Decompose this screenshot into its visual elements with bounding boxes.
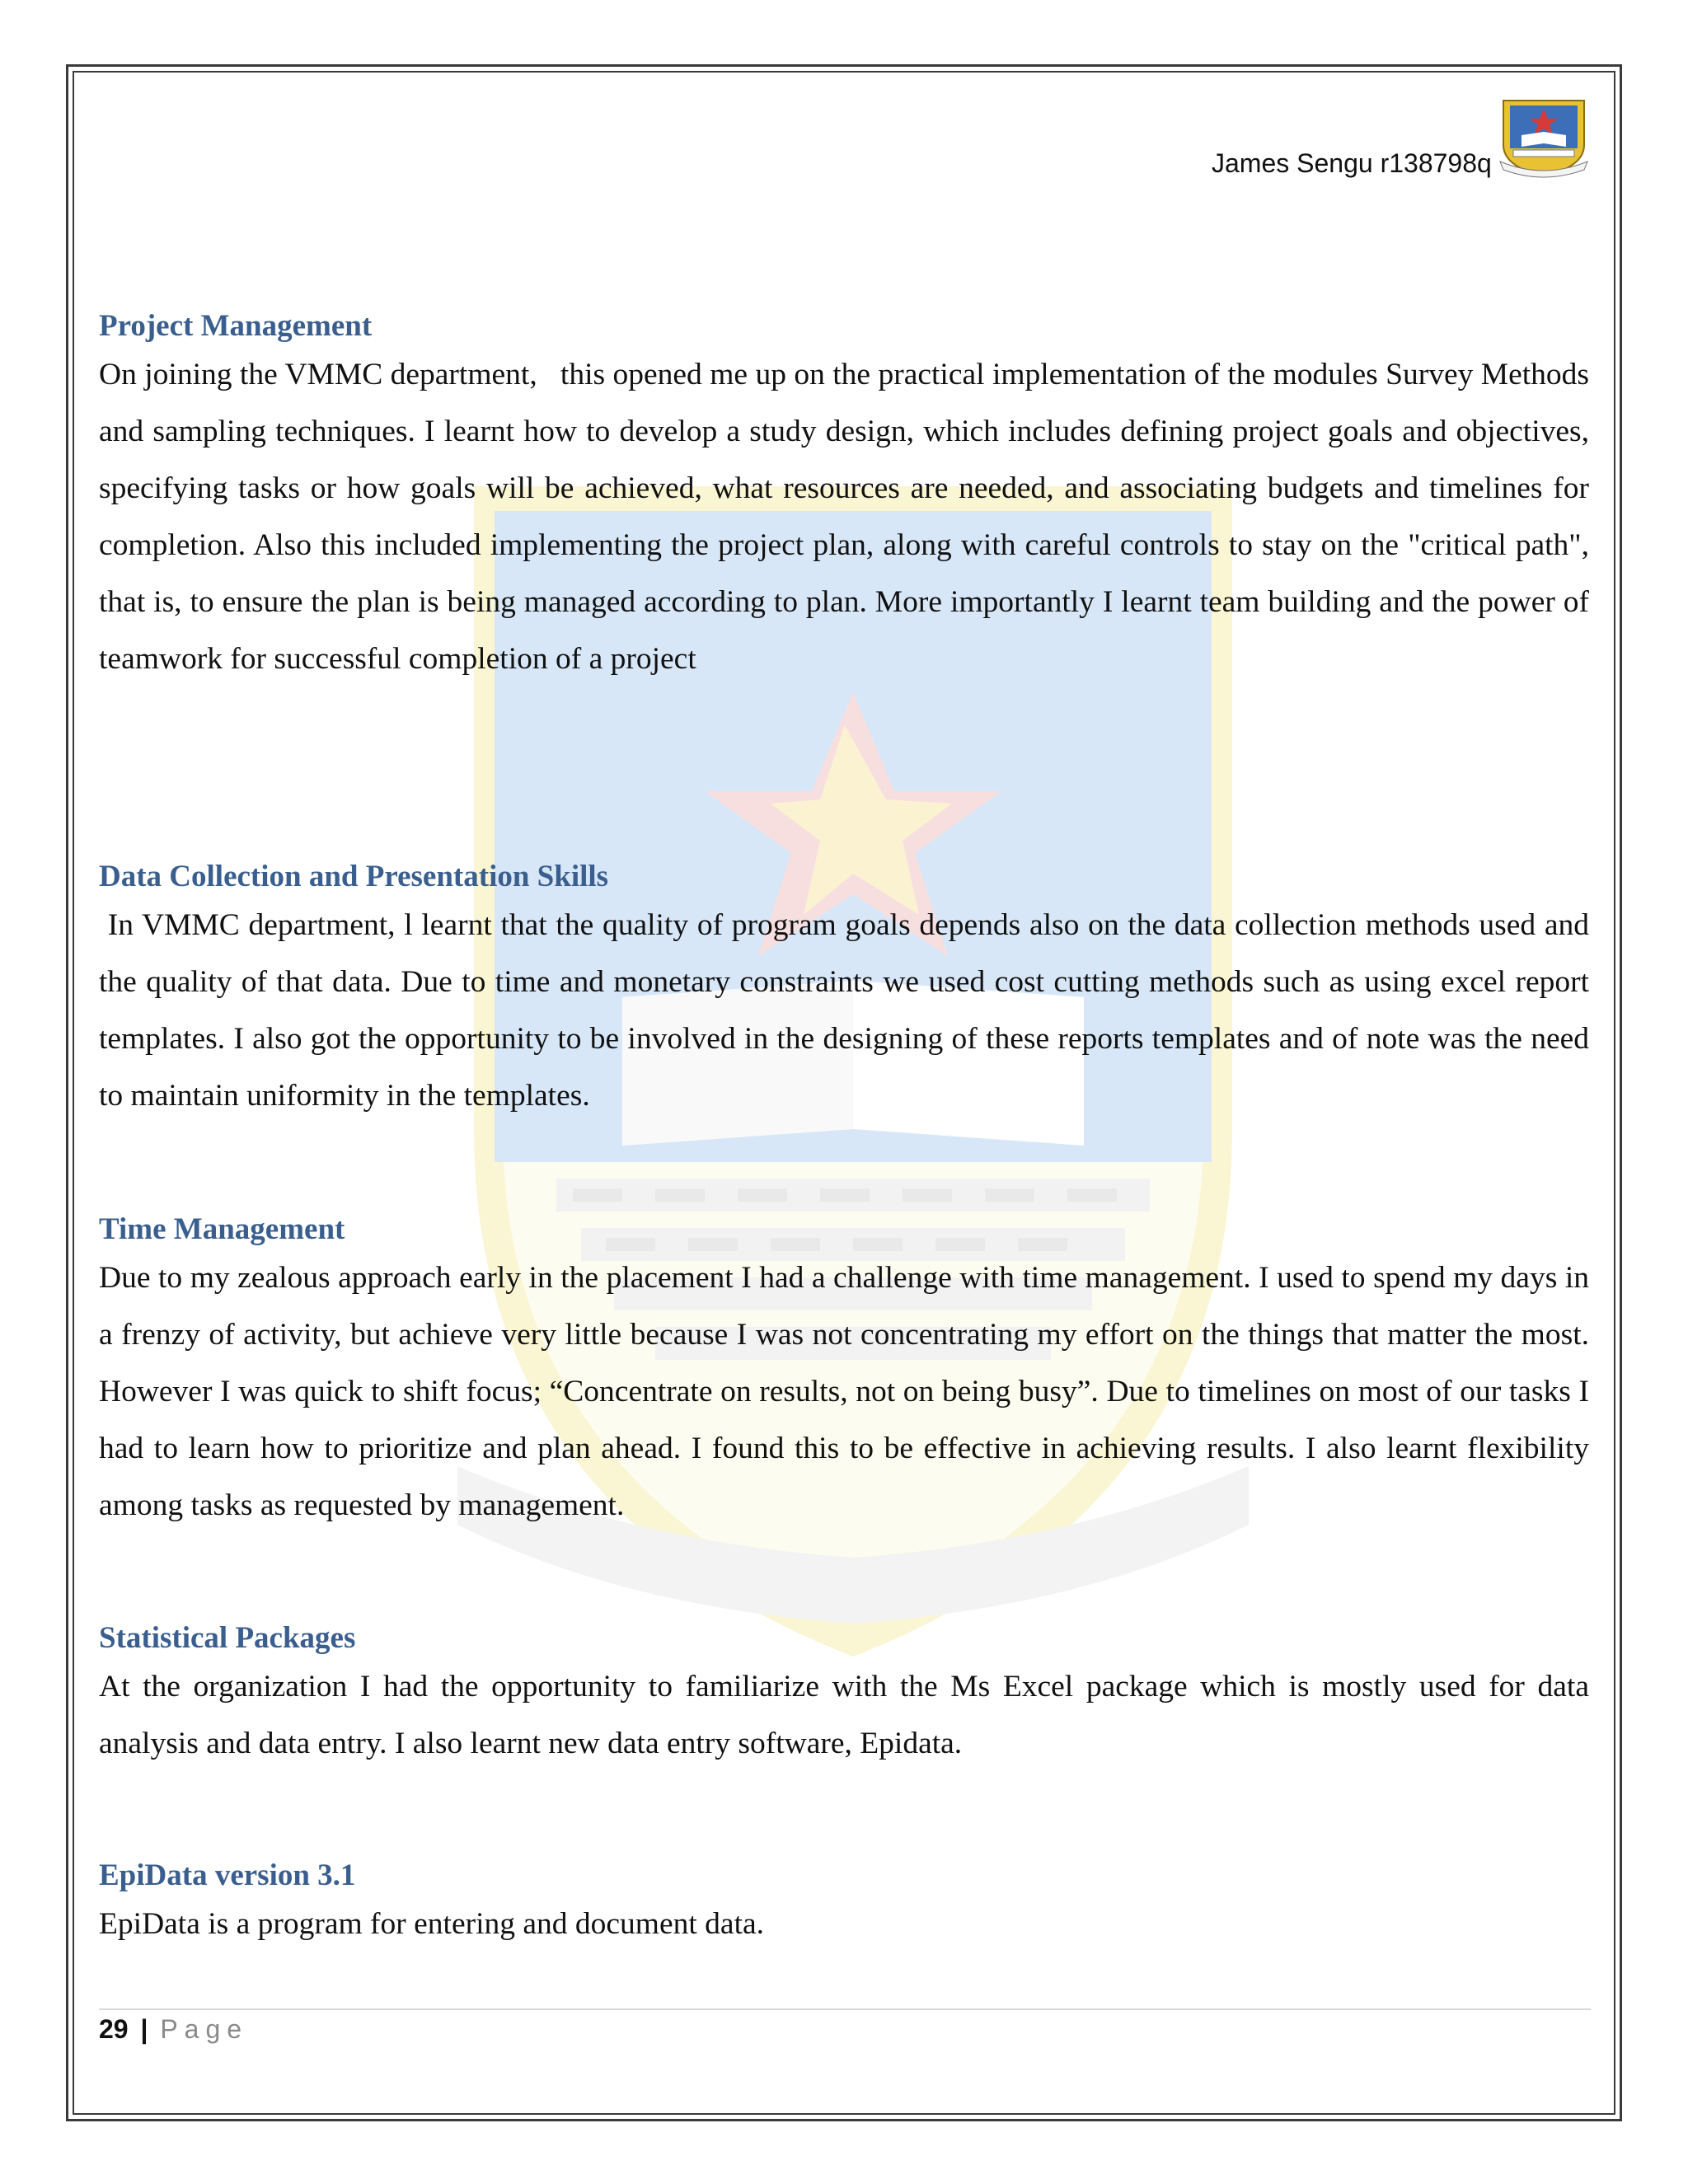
section-heading: Statistical Packages [99, 1621, 356, 1655]
section-project-management [99, 307, 1597, 687]
footer-separator: | [140, 2014, 148, 2044]
section-time-management [99, 1210, 1589, 1534]
section-data-collection [99, 857, 1597, 1124]
section-heading: EpiData version 3.1 [99, 1858, 356, 1892]
section-heading: Data Collection and Presentation Skills [99, 860, 609, 893]
page-number: 29 [99, 2014, 129, 2044]
footer-divider [99, 2008, 1591, 2010]
section-body: In VMMC department, l learnt that the quality of program goals depends also on the data collection methods used and the quality of that data. Due to time and monetary constraints we used cost cutting methods such as using excel report templates. I also got the opportunity to be involved in the designing of these reports templates and of note was the need to maintain uniformity in the templates. [99, 908, 1597, 1113]
section-body: Due to my zealous approach early in the placement I had a challenge with time management. I used to spend my days in a frenzy of activity, but achieve very little because I was not concentrating my effort on the things that matter the most. However I was quick to shift focus; “Concentrate on results, not on being busy”. Due to timelines on most of our tasks I had to learn how to prioritize and plan ahead. I found this to be effective in achieving results. I also learnt flexibility among tasks as requested by management. [99, 1261, 1589, 1522]
header-author-id: James Sengu r138798q [1212, 148, 1492, 178]
section-body: EpiData is a program for entering and document data. [99, 1907, 765, 1941]
section-epidata [99, 1856, 1589, 1952]
page-label: Page [160, 2014, 249, 2044]
section-body: At the organization I had the opportunity to familiarize with the Ms Excel package which is mostly used for data analysis and data entry. I also learnt new data entry software, Epidata. [99, 1670, 1589, 1760]
section-body: On joining the VMMC department, this opened me up on the practical implementation of the modules Survey Methods and sampling techniques. I learnt how to develop a study design, which includes defining project goals and objectives, specifying tasks or how goals will be achieved, what resources are needed, and associating budgets and timelines for completion. Also this included implementing the project plan, along with careful controls to stay on the "critical path", that is, to ensure the plan is being managed according to plan. More importantly I learnt team building and the power of teamwork for successful completion of a project [99, 358, 1597, 676]
university-crest-icon [1498, 97, 1589, 180]
section-statistical-packages [99, 1619, 1589, 1772]
section-heading: Project Management [99, 309, 373, 343]
section-heading: Time Management [99, 1212, 345, 1246]
page-footer [99, 2014, 248, 2045]
